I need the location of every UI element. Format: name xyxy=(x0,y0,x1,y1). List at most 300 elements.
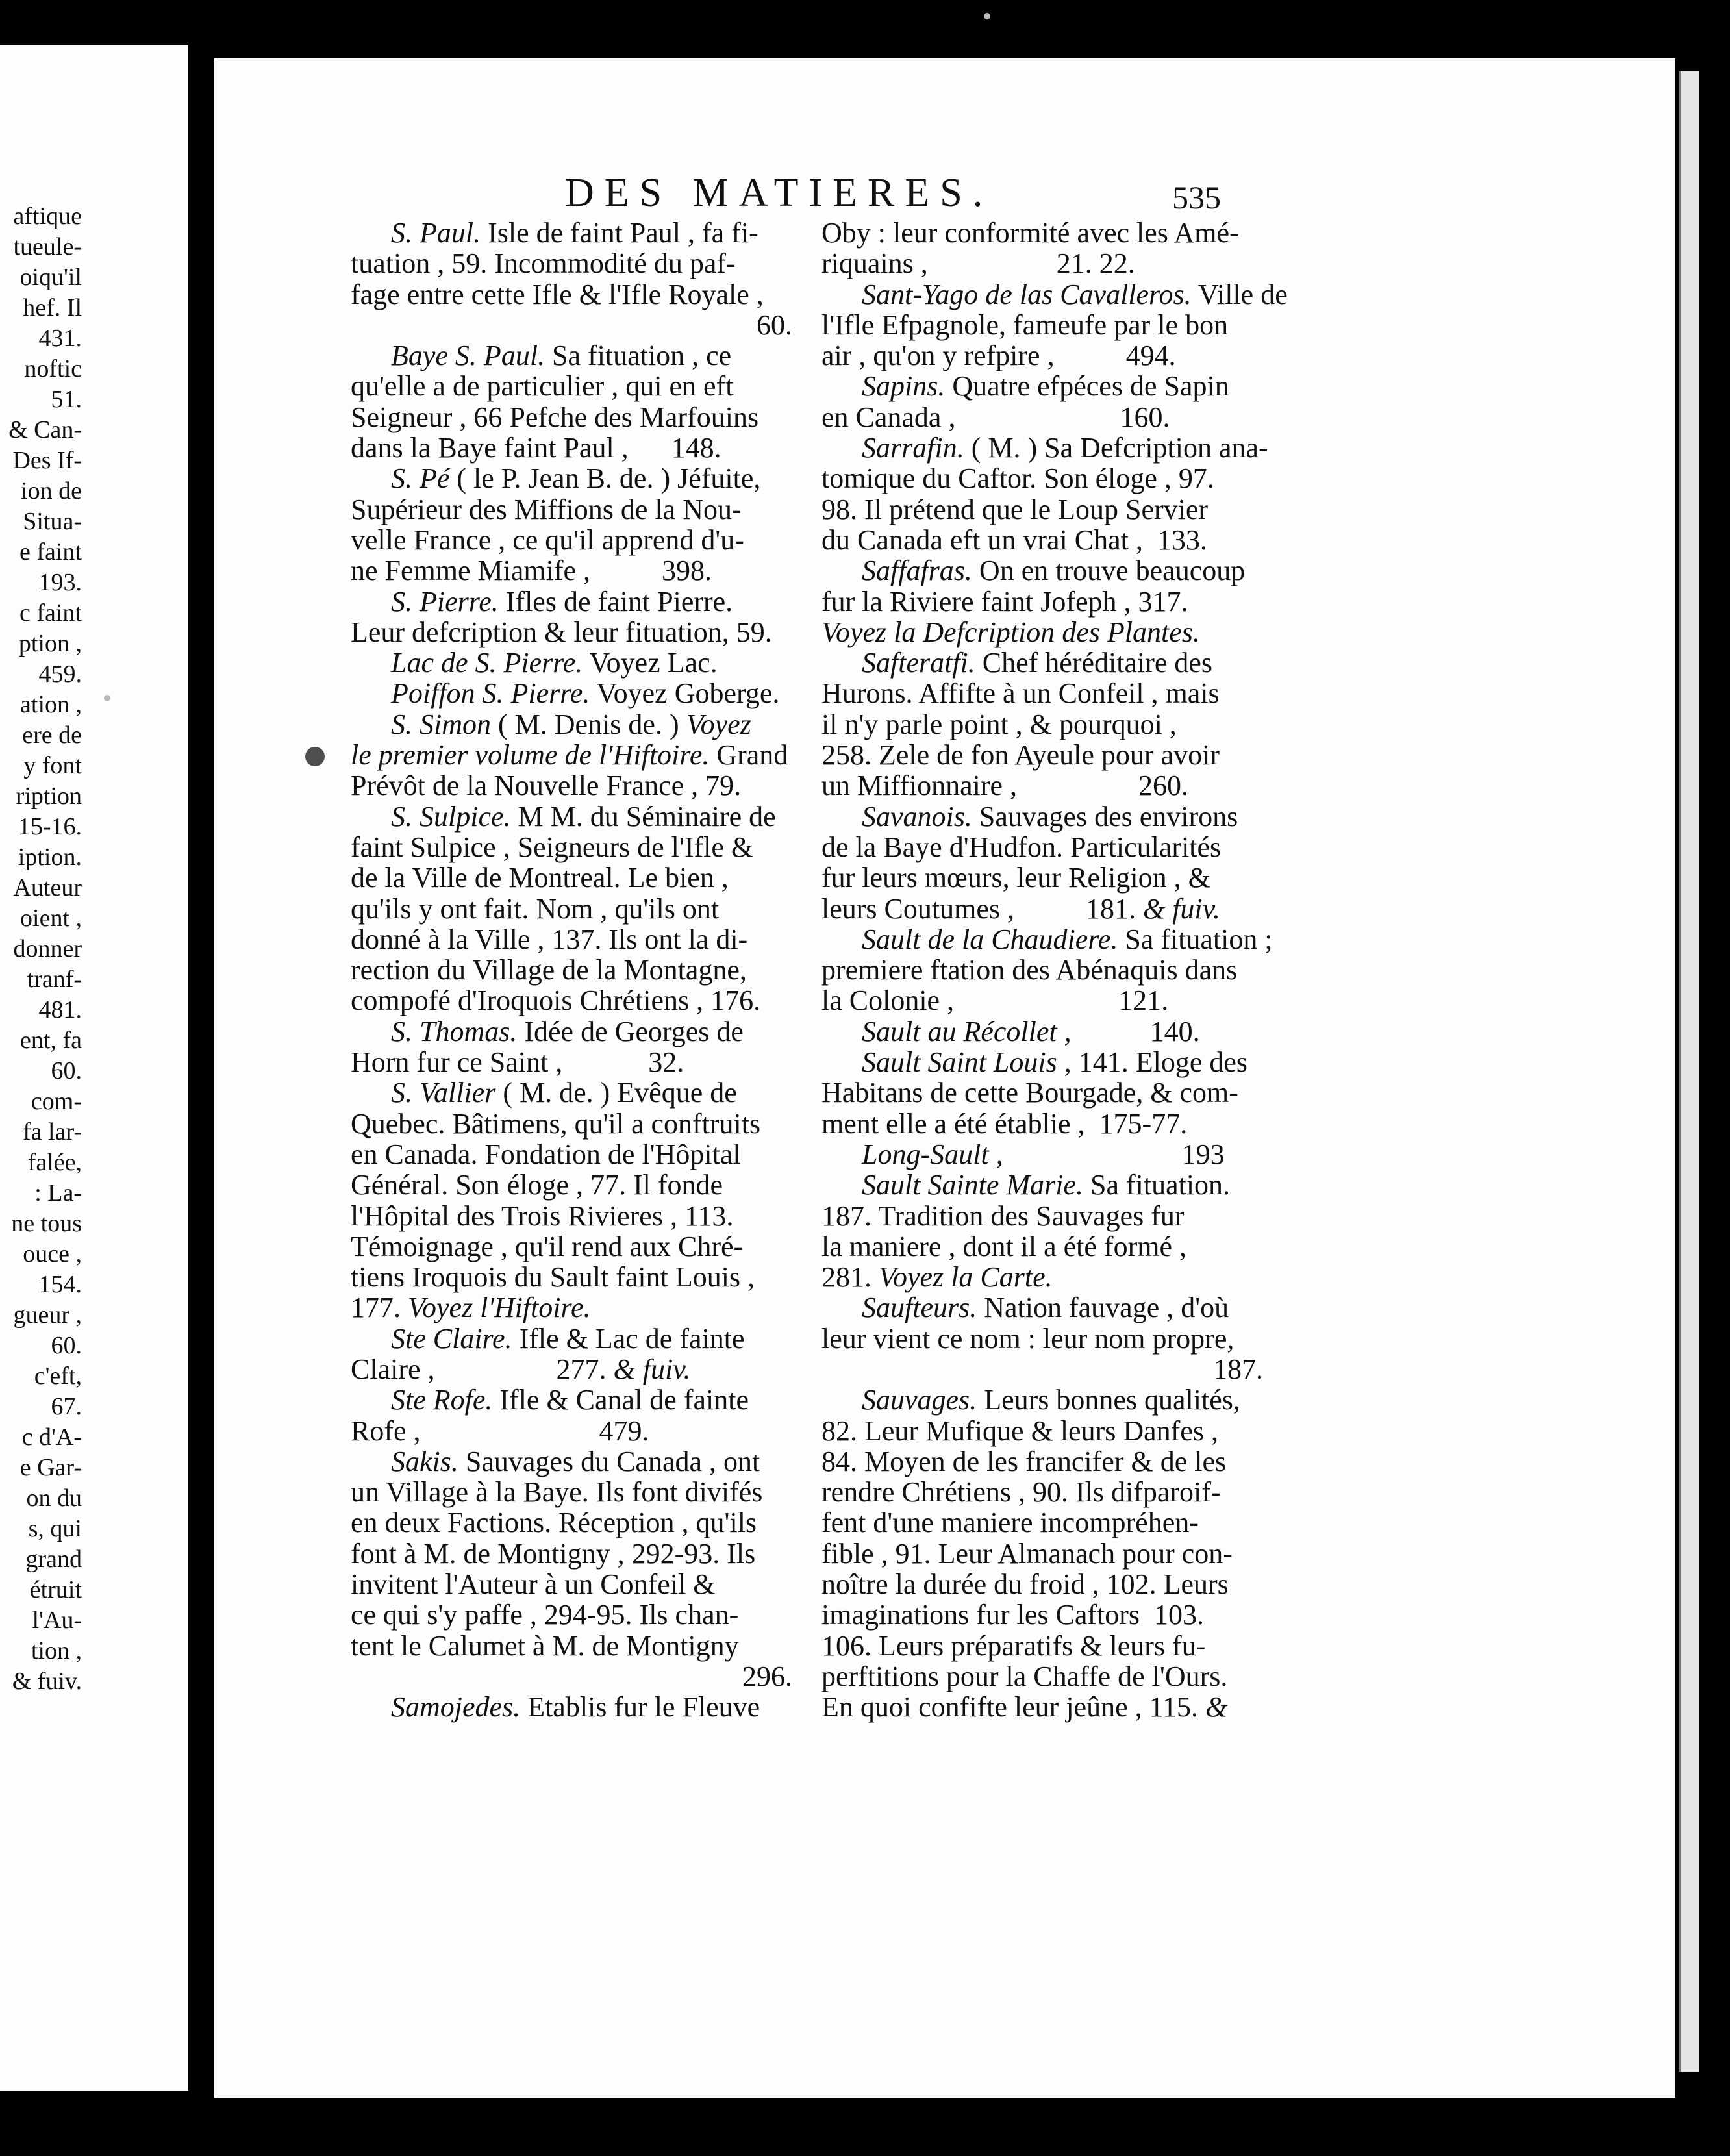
index-text xyxy=(351,525,744,555)
index-line xyxy=(821,770,1263,801)
index-line xyxy=(351,586,792,617)
entry-text: Sa fituation , ce xyxy=(545,340,732,372)
index-line xyxy=(351,402,792,432)
fragment-line: iption. xyxy=(18,844,82,871)
index-line xyxy=(821,1201,1263,1231)
index-line xyxy=(351,463,792,494)
index-line xyxy=(351,1631,792,1661)
entry-keyword: Ste Rofe. xyxy=(391,1384,493,1416)
entry-text: Supérieur des Miffions de la Nou- xyxy=(351,493,742,525)
entry-text: il n'y parle point , & pourquoi , xyxy=(821,708,1177,740)
running-header: DES MATIERES. xyxy=(565,171,994,215)
fragment-line: aftique xyxy=(13,203,82,230)
index-text xyxy=(351,1538,755,1569)
index-line xyxy=(821,555,1263,586)
entry-text: Etablis fur le Fleuve xyxy=(520,1691,760,1724)
facing-page-fragment xyxy=(0,45,188,2091)
index-text xyxy=(391,340,731,371)
entry-keyword: Sault de la Chaudiere. xyxy=(862,923,1118,955)
entry-text: tent le Calumet à M. de Montigny xyxy=(351,1629,739,1662)
entry-text: qu'elle a de particulier , qui en eft xyxy=(351,370,734,403)
entry-text: ment elle a été établie , 175-77. xyxy=(821,1107,1188,1140)
entry-keyword: S. Simon xyxy=(391,708,491,740)
entry-keyword: Baye S. Paul. xyxy=(391,340,545,372)
entry-keyword: & fuiv. xyxy=(613,1353,691,1385)
entry-text: en Canada. Fondation de l'Hôpital xyxy=(351,1138,741,1170)
entry-keyword: Safteratfi. xyxy=(862,647,975,679)
index-text xyxy=(821,1599,1204,1630)
index-text xyxy=(351,1507,757,1538)
fragment-line: e faint xyxy=(19,538,82,566)
entry-text: qu'ils y ont fait. Nom , qu'ils ont xyxy=(351,892,720,925)
index-line xyxy=(351,432,792,463)
entry-text: Voyez Goberge. xyxy=(590,677,780,710)
entry-text: de la Ville de Montreal. Le bien , xyxy=(351,862,729,894)
index-line xyxy=(821,1416,1263,1446)
index-text xyxy=(821,1323,1234,1354)
entry-text: leurs Coutumes , 181. xyxy=(821,892,1143,925)
index-line xyxy=(351,1201,792,1231)
entry-text: l'Hôpital des Trois Rivieres , 113. xyxy=(351,1199,734,1232)
fragment-line: ne tous xyxy=(11,1210,82,1237)
index-text xyxy=(821,1631,1205,1661)
index-line xyxy=(821,1385,1263,1415)
index-text xyxy=(391,1077,737,1108)
index-line xyxy=(351,1077,792,1108)
index-text xyxy=(821,1262,1053,1292)
entry-keyword: Samojedes. xyxy=(391,1691,521,1724)
index-text xyxy=(351,1477,762,1507)
entry-keyword: Sault Saint Louis , xyxy=(862,1046,1072,1079)
fragment-line: e Gar- xyxy=(19,1454,82,1481)
entry-text: Nation fauvage , d'où xyxy=(977,1292,1229,1324)
entry-keyword: Sant-Yago de las Cavalleros. xyxy=(862,278,1192,310)
entry-text: Grand xyxy=(709,739,788,771)
index-line xyxy=(351,310,792,340)
entry-text: Ifles de faint Pierre. xyxy=(498,585,733,618)
index-text xyxy=(862,371,1229,401)
index-text xyxy=(351,1631,739,1661)
index-line xyxy=(351,248,792,279)
index-line xyxy=(821,1170,1263,1200)
index-line xyxy=(821,709,1263,740)
index-line xyxy=(351,1661,792,1692)
index-line xyxy=(351,1047,792,1077)
index-text xyxy=(351,1109,760,1139)
entry-text: ( le P. Jean B. de. ) Jéfuite, xyxy=(449,462,761,495)
entry-text: perftitions pour la Chaffe de l'Ours. xyxy=(821,1660,1228,1692)
entry-text: 187. Tradition des Sauvages fur xyxy=(821,1199,1185,1232)
fragment-line: grand xyxy=(25,1546,82,1573)
index-text xyxy=(862,432,1268,463)
entry-text: donné à la Ville , 137. Ils ont la di- xyxy=(351,923,748,955)
index-text xyxy=(1213,1354,1263,1385)
fragment-line: c faint xyxy=(19,599,82,627)
index-text xyxy=(821,218,1239,248)
fragment-line: 15-16. xyxy=(18,813,82,840)
index-line xyxy=(821,1692,1263,1722)
fragment-line: gueur , xyxy=(13,1301,82,1329)
fragment-line: 431. xyxy=(38,325,82,352)
entry-text: Hurons. Affifte à un Confeil , mais xyxy=(821,677,1220,710)
entry-text: Oby : leur conformité avec les Amé- xyxy=(821,217,1239,249)
fragment-line: ation , xyxy=(20,691,82,718)
index-line xyxy=(351,955,792,985)
entry-text: Idée de Georges de xyxy=(517,1015,744,1047)
entry-text: Isle de faint Paul , fa fi- xyxy=(481,217,758,249)
entry-keyword: Voyez l'Hiftoire. xyxy=(408,1292,591,1324)
entry-keyword: Long-Sault , xyxy=(862,1138,1003,1170)
index-line xyxy=(351,1416,792,1446)
index-line xyxy=(821,340,1263,371)
entry-text: fible , 91. Leur Almanach pour con- xyxy=(821,1537,1233,1570)
index-text xyxy=(391,678,779,708)
entry-text: font à M. de Montigny , 292-93. Ils xyxy=(351,1537,756,1570)
index-text xyxy=(351,248,736,279)
fragment-line: noftic xyxy=(24,355,82,382)
entry-text: 296. xyxy=(742,1660,792,1692)
page-edge xyxy=(1679,71,1699,2072)
index-line xyxy=(821,1477,1263,1507)
entry-text: ce qui s'y paffe , 294-95. Ils chan- xyxy=(351,1599,739,1631)
entry-text: 82. Leur Mufique & leurs Danfes , xyxy=(821,1414,1218,1447)
index-line xyxy=(351,1599,792,1630)
index-text xyxy=(391,801,776,832)
fragment-line: Auteur xyxy=(13,874,82,901)
fragment-line: Situa- xyxy=(23,508,82,535)
entry-text: compofé d'Iroquois Chrétiens , 176. xyxy=(351,984,761,1017)
entry-text: ne Femme Miamife , 398. xyxy=(351,555,712,587)
entry-text: invitent l'Auteur à un Confeil & xyxy=(351,1568,716,1601)
fragment-line: 60. xyxy=(51,1057,82,1084)
index-line xyxy=(821,402,1263,432)
entry-text: Claire , 277. xyxy=(351,1353,614,1385)
entry-keyword: Sarrafin. xyxy=(862,432,964,464)
entry-text: Seigneur , 66 Pefche des Marfouins xyxy=(351,401,759,433)
index-text xyxy=(821,1692,1227,1722)
index-text xyxy=(391,586,733,617)
index-text xyxy=(862,1016,1200,1047)
entry-text: 84. Moyen de les francifer & de les xyxy=(821,1445,1227,1477)
fragment-line: 60. xyxy=(51,1332,82,1359)
entry-text: velle France , ce qu'il apprend d'u- xyxy=(351,523,744,556)
entry-keyword: Sault au Récollet , xyxy=(862,1015,1072,1047)
entry-text: tuation , 59. Incommodité du paf- xyxy=(351,247,736,280)
index-text xyxy=(821,340,1176,371)
index-line xyxy=(821,1661,1263,1692)
entry-text: 140. xyxy=(1071,1015,1200,1047)
entry-text: On en trouve beaucoup xyxy=(972,555,1246,587)
index-line xyxy=(821,801,1263,832)
fragment-line: & fuiv. xyxy=(12,1668,82,1695)
index-line xyxy=(351,924,792,955)
index-line xyxy=(821,1599,1263,1630)
index-line xyxy=(351,1692,792,1722)
index-line xyxy=(351,862,792,893)
entry-keyword: le premier volume de l'Hiftoire. xyxy=(351,739,710,771)
index-text xyxy=(391,1323,745,1354)
index-line xyxy=(821,463,1263,494)
index-line xyxy=(821,218,1263,248)
index-line xyxy=(351,832,792,862)
entry-text: tiens Iroquois du Sault faint Louis , xyxy=(351,1261,755,1294)
entry-text: Voyez Lac. xyxy=(583,647,718,679)
index-line xyxy=(821,862,1263,893)
entry-text: fur leurs mœurs, leur Religion , & xyxy=(821,862,1210,894)
fragment-line: 51. xyxy=(51,386,82,413)
entry-text: Général. Son éloge , 77. Il fonde xyxy=(351,1169,723,1201)
entry-keyword: S. Sulpice. xyxy=(391,800,511,833)
index-text xyxy=(862,1139,1225,1170)
entry-keyword: Ste Claire. xyxy=(391,1322,512,1355)
fragment-line: com- xyxy=(31,1088,82,1115)
index-line xyxy=(351,1538,792,1569)
entry-text: un Village à la Baye. Ils font divifés xyxy=(351,1476,763,1509)
index-text xyxy=(821,1446,1226,1477)
fragment-line: 67. xyxy=(51,1393,82,1420)
index-line xyxy=(351,525,792,555)
entry-text: 187. xyxy=(1213,1353,1263,1385)
index-line xyxy=(351,1139,792,1170)
entry-text: Témoignage , qu'il rend aux Chré- xyxy=(351,1230,744,1262)
entry-text: Quatre efpéces de Sapin xyxy=(945,370,1229,403)
index-text xyxy=(391,1016,744,1047)
entry-keyword: Sakis. xyxy=(391,1445,458,1477)
index-text xyxy=(351,1262,755,1292)
index-text xyxy=(821,1109,1187,1139)
index-line xyxy=(351,1231,792,1262)
index-line xyxy=(821,617,1263,647)
entry-text: en deux Factions. Réception , qu'ils xyxy=(351,1507,757,1539)
index-text xyxy=(821,1477,1221,1507)
index-text xyxy=(821,678,1220,708)
index-line xyxy=(821,432,1268,464)
index-text xyxy=(821,985,1168,1016)
index-line xyxy=(351,371,792,401)
index-text xyxy=(821,463,1214,494)
index-text xyxy=(862,1385,1240,1415)
page-number: 535 xyxy=(1172,179,1221,216)
index-text xyxy=(351,617,772,647)
index-line xyxy=(351,555,792,586)
index-line xyxy=(351,1109,792,1139)
index-text xyxy=(351,1139,741,1170)
index-line xyxy=(351,1170,792,1200)
fragment-line: fa lar- xyxy=(23,1118,82,1146)
index-line xyxy=(821,1016,1263,1047)
entry-text: 281. xyxy=(821,1261,879,1294)
index-line xyxy=(821,248,1263,279)
fragment-line: & Can- xyxy=(8,416,82,444)
index-text xyxy=(821,402,1170,432)
index-text xyxy=(351,1047,684,1077)
index-text xyxy=(351,1599,738,1630)
entry-text: la maniere , dont il a été formé , xyxy=(821,1230,1186,1262)
index-text xyxy=(821,494,1208,525)
index-text xyxy=(351,494,742,525)
index-text xyxy=(391,463,760,494)
entry-text: dans la Baye faint Paul , 148. xyxy=(351,432,721,464)
index-text xyxy=(391,218,758,248)
entry-text: du Canada eft un vrai Chat , 133. xyxy=(821,523,1207,556)
fragment-line: c d'A- xyxy=(21,1423,82,1451)
fragment-line: c'eft, xyxy=(34,1362,82,1390)
fragment-line: y font xyxy=(23,752,82,779)
index-text xyxy=(391,1692,760,1722)
entry-keyword: Saufteurs. xyxy=(862,1292,977,1324)
index-text xyxy=(742,1661,792,1692)
fragment-line: on du xyxy=(26,1485,82,1512)
fragment-line: étruit xyxy=(29,1576,82,1603)
index-line xyxy=(351,617,792,647)
entry-text: Sauvages des environs xyxy=(972,800,1238,833)
entry-text: fur la Riviere faint Jofeph , 317. xyxy=(821,585,1188,618)
index-line xyxy=(821,1569,1263,1599)
index-text xyxy=(351,862,729,893)
entry-keyword: & xyxy=(1205,1691,1228,1724)
entry-text: Horn fur ce Saint , 32. xyxy=(351,1046,684,1079)
index-text xyxy=(821,1077,1238,1108)
entry-text: Leur defcription & leur fituation, 59. xyxy=(351,616,772,648)
index-text xyxy=(821,740,1220,770)
fragment-line: tion , xyxy=(31,1637,82,1664)
index-text xyxy=(351,555,712,586)
index-line xyxy=(821,1446,1263,1477)
ink-spot xyxy=(305,747,325,766)
index-line xyxy=(821,586,1263,617)
entry-keyword: S. Pierre. xyxy=(391,585,499,618)
index-column-left xyxy=(351,218,792,1723)
index-text xyxy=(821,310,1228,340)
fragment-line: ption , xyxy=(18,630,82,657)
index-line xyxy=(351,647,792,678)
entry-text: leur vient ce nom : leur nom propre, xyxy=(821,1322,1235,1355)
index-line xyxy=(351,1354,792,1385)
index-line xyxy=(351,340,792,371)
fragment-line: hef. Il xyxy=(23,294,82,321)
entry-keyword: S. Vallier xyxy=(391,1077,496,1109)
fragment-line: 154. xyxy=(38,1271,82,1298)
index-line xyxy=(821,494,1263,525)
index-line xyxy=(821,1631,1263,1661)
entry-text: Ifle & Lac de fainte xyxy=(512,1322,745,1355)
index-text xyxy=(821,1231,1186,1262)
fragment-line: tranf- xyxy=(27,966,82,993)
index-text xyxy=(351,924,747,955)
entry-text: un Miffionnaire , 260. xyxy=(821,770,1189,802)
index-line xyxy=(821,955,1263,985)
fragment-line: oiqu'il xyxy=(19,264,82,291)
index-text xyxy=(391,647,718,678)
entry-text: 193 xyxy=(1003,1138,1225,1170)
entry-text: fage entre cette Ifle & l'Ifle Royale , xyxy=(351,278,764,310)
index-text xyxy=(351,432,721,463)
index-line xyxy=(821,1354,1263,1385)
index-text xyxy=(351,985,760,1016)
index-text xyxy=(351,1292,591,1323)
index-text xyxy=(821,1538,1233,1569)
index-text xyxy=(862,279,1288,310)
entry-text: Leurs bonnes qualités, xyxy=(977,1384,1240,1416)
index-line xyxy=(351,1446,792,1477)
entry-keyword: Lac de S. Pierre. xyxy=(391,647,583,679)
index-text xyxy=(862,1170,1230,1200)
entry-keyword: Saffafras. xyxy=(862,555,972,587)
index-line xyxy=(351,1323,792,1354)
index-text xyxy=(351,770,741,801)
entry-text: air , qu'on y refpire , 494. xyxy=(821,340,1176,372)
entry-text: rendre Chrétiens , 90. Ils difparoif- xyxy=(821,1476,1221,1509)
index-text xyxy=(862,924,1273,955)
fragment-line: Des If- xyxy=(12,447,82,474)
entry-text: Rofe , 479. xyxy=(351,1414,649,1447)
index-text xyxy=(351,402,758,432)
entry-text: 98. Il prétend que le Loup Servier xyxy=(821,493,1209,525)
entry-keyword: Voyez la Defcription des Plantes. xyxy=(821,616,1200,648)
entry-keyword: & fuiv. xyxy=(1142,892,1220,925)
entry-keyword: S. Pé xyxy=(391,462,450,495)
fragment-line: ription xyxy=(16,783,82,810)
index-text xyxy=(821,1201,1185,1231)
entry-text: tomique du Caftor. Son éloge , 97. xyxy=(821,462,1214,495)
fragment-line: ion de xyxy=(21,477,82,505)
index-line xyxy=(351,1477,792,1507)
entry-text: En quoi confifte leur jeûne , 115. xyxy=(821,1691,1205,1724)
entry-text: l'Ifle Efpagnole, fameufe par le bon xyxy=(821,308,1229,341)
index-text xyxy=(821,1569,1229,1599)
entry-text: M M. du Séminaire de xyxy=(510,800,776,833)
index-text xyxy=(821,955,1237,985)
entry-text: 60. xyxy=(757,308,792,341)
entry-text: 141. Eloge des xyxy=(1071,1046,1248,1079)
index-line xyxy=(821,1077,1263,1108)
fragment-line: l'Au- xyxy=(32,1607,82,1634)
entry-text: 106. Leurs préparatifs & leurs fu- xyxy=(821,1629,1206,1662)
index-line xyxy=(821,923,1273,955)
entry-text: imaginations fur les Caftors 103. xyxy=(821,1599,1205,1631)
index-line xyxy=(821,832,1263,862)
entry-text: Ville de xyxy=(1191,278,1288,310)
entry-keyword: Poiffon S. Pierre. xyxy=(391,677,590,710)
index-line xyxy=(351,279,792,310)
entry-text: en Canada , 160. xyxy=(821,401,1170,433)
index-line xyxy=(821,310,1263,340)
index-text xyxy=(821,709,1177,740)
index-text xyxy=(351,1569,716,1599)
index-text xyxy=(821,1416,1218,1446)
index-line xyxy=(821,1231,1263,1262)
index-text xyxy=(821,248,1135,279)
entry-text: ( M. ) Sa Defcription ana- xyxy=(964,432,1268,464)
index-text xyxy=(391,1446,760,1477)
index-text xyxy=(821,586,1188,617)
entry-text: Chef héréditaire des xyxy=(975,647,1213,679)
index-line xyxy=(821,1292,1263,1323)
fragment-line: falée, xyxy=(27,1149,82,1176)
index-text xyxy=(351,832,753,862)
entry-text: ( M. Denis de. ) xyxy=(491,708,686,740)
index-text xyxy=(351,1231,743,1262)
index-line xyxy=(351,1507,792,1538)
entry-keyword: Savanois. xyxy=(862,800,972,833)
index-text xyxy=(351,894,719,924)
facing-page-text xyxy=(4,201,82,1697)
index-text xyxy=(821,832,1221,862)
index-text xyxy=(862,1292,1229,1323)
index-text xyxy=(821,1661,1227,1692)
speck xyxy=(984,13,990,19)
index-line xyxy=(821,278,1288,310)
